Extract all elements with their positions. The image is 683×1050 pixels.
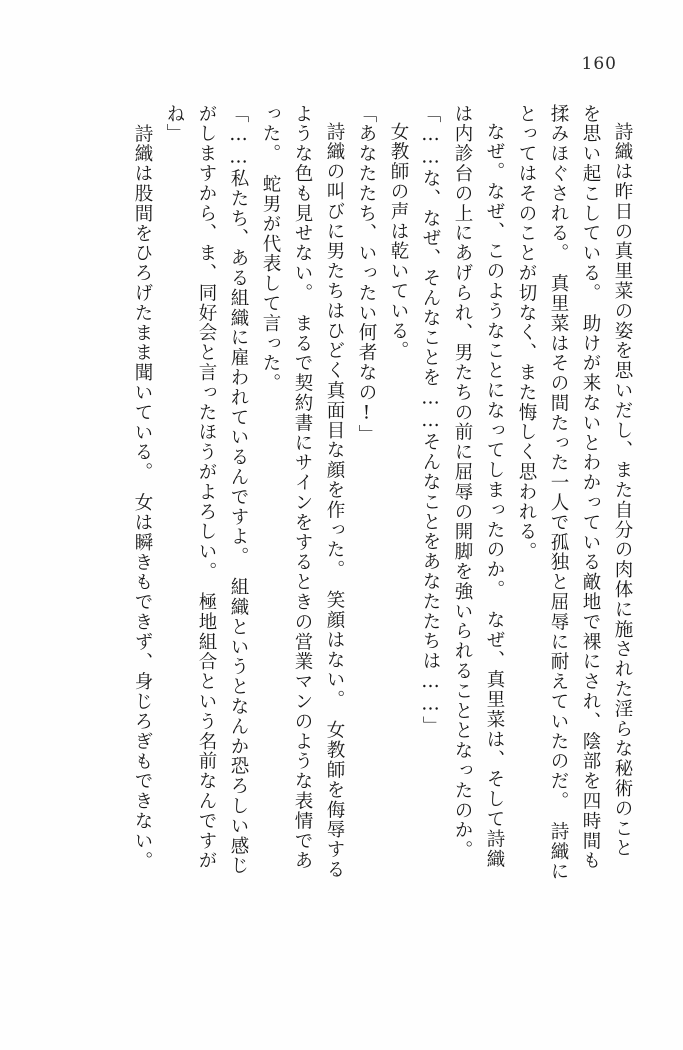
text-line: 詩織は股間をひろげたまま聞いている。 女は瞬きもできず、身じろぎもできない。 <box>132 124 153 871</box>
text-line: 詩織の叫びに男たちはひどく真面目な顔を作った。 笑顔はない。 女教師を侮辱する <box>324 122 345 880</box>
text-line: 詩織は昨日の真里菜の姿を思いだし、また自分の肉体に施された淫らな秘術のこと <box>612 122 633 859</box>
text-line: なぜ。なぜ、このようなことになってしまったのか。 なぜ、真里菜は、そして詩織 <box>484 122 505 869</box>
text-line: 揉みほぐされる。 真里菜はその間たった一人で孤独と屈辱に耐えていたのだ。 詩織に <box>548 104 569 882</box>
text-line: を思い起こしている。 助けが来ないとわかっている敵地で裸にされ、陰部を四時間も <box>580 104 601 871</box>
text-line: 「……な、なぜ、そんなことを……そんなことをあなたたちは……」 <box>420 104 441 736</box>
text-line: ような色も見せない。 まるで契約書にサインをするときの営業マンのような表情であ <box>292 104 313 871</box>
page-number: 160 <box>581 54 617 74</box>
vertical-text-body <box>48 104 638 964</box>
text-line: った。 蛇男が代表して言った。 <box>260 104 281 394</box>
text-line: ね」 <box>164 104 185 144</box>
text-line: は内診台の上にあげられ、男たちの前に屈辱の開脚を強いられることとなったのか。 <box>452 104 473 861</box>
text-line: がしますから、ま、同好会と言ったほうがよろしい。 極地組合という名前なんですが <box>196 104 217 871</box>
text-line: 「……私たち、ある組織に雇われているんですよ。 組織というとなんか恐ろしい感じ <box>228 104 249 876</box>
text-line: 「あなたたち、いったい何者なの!」 <box>356 104 377 445</box>
text-line: とってはそのことが切なく、また悔しく思われる。 <box>516 104 537 562</box>
text-line: 女教師の声は乾いている。 <box>388 122 409 361</box>
